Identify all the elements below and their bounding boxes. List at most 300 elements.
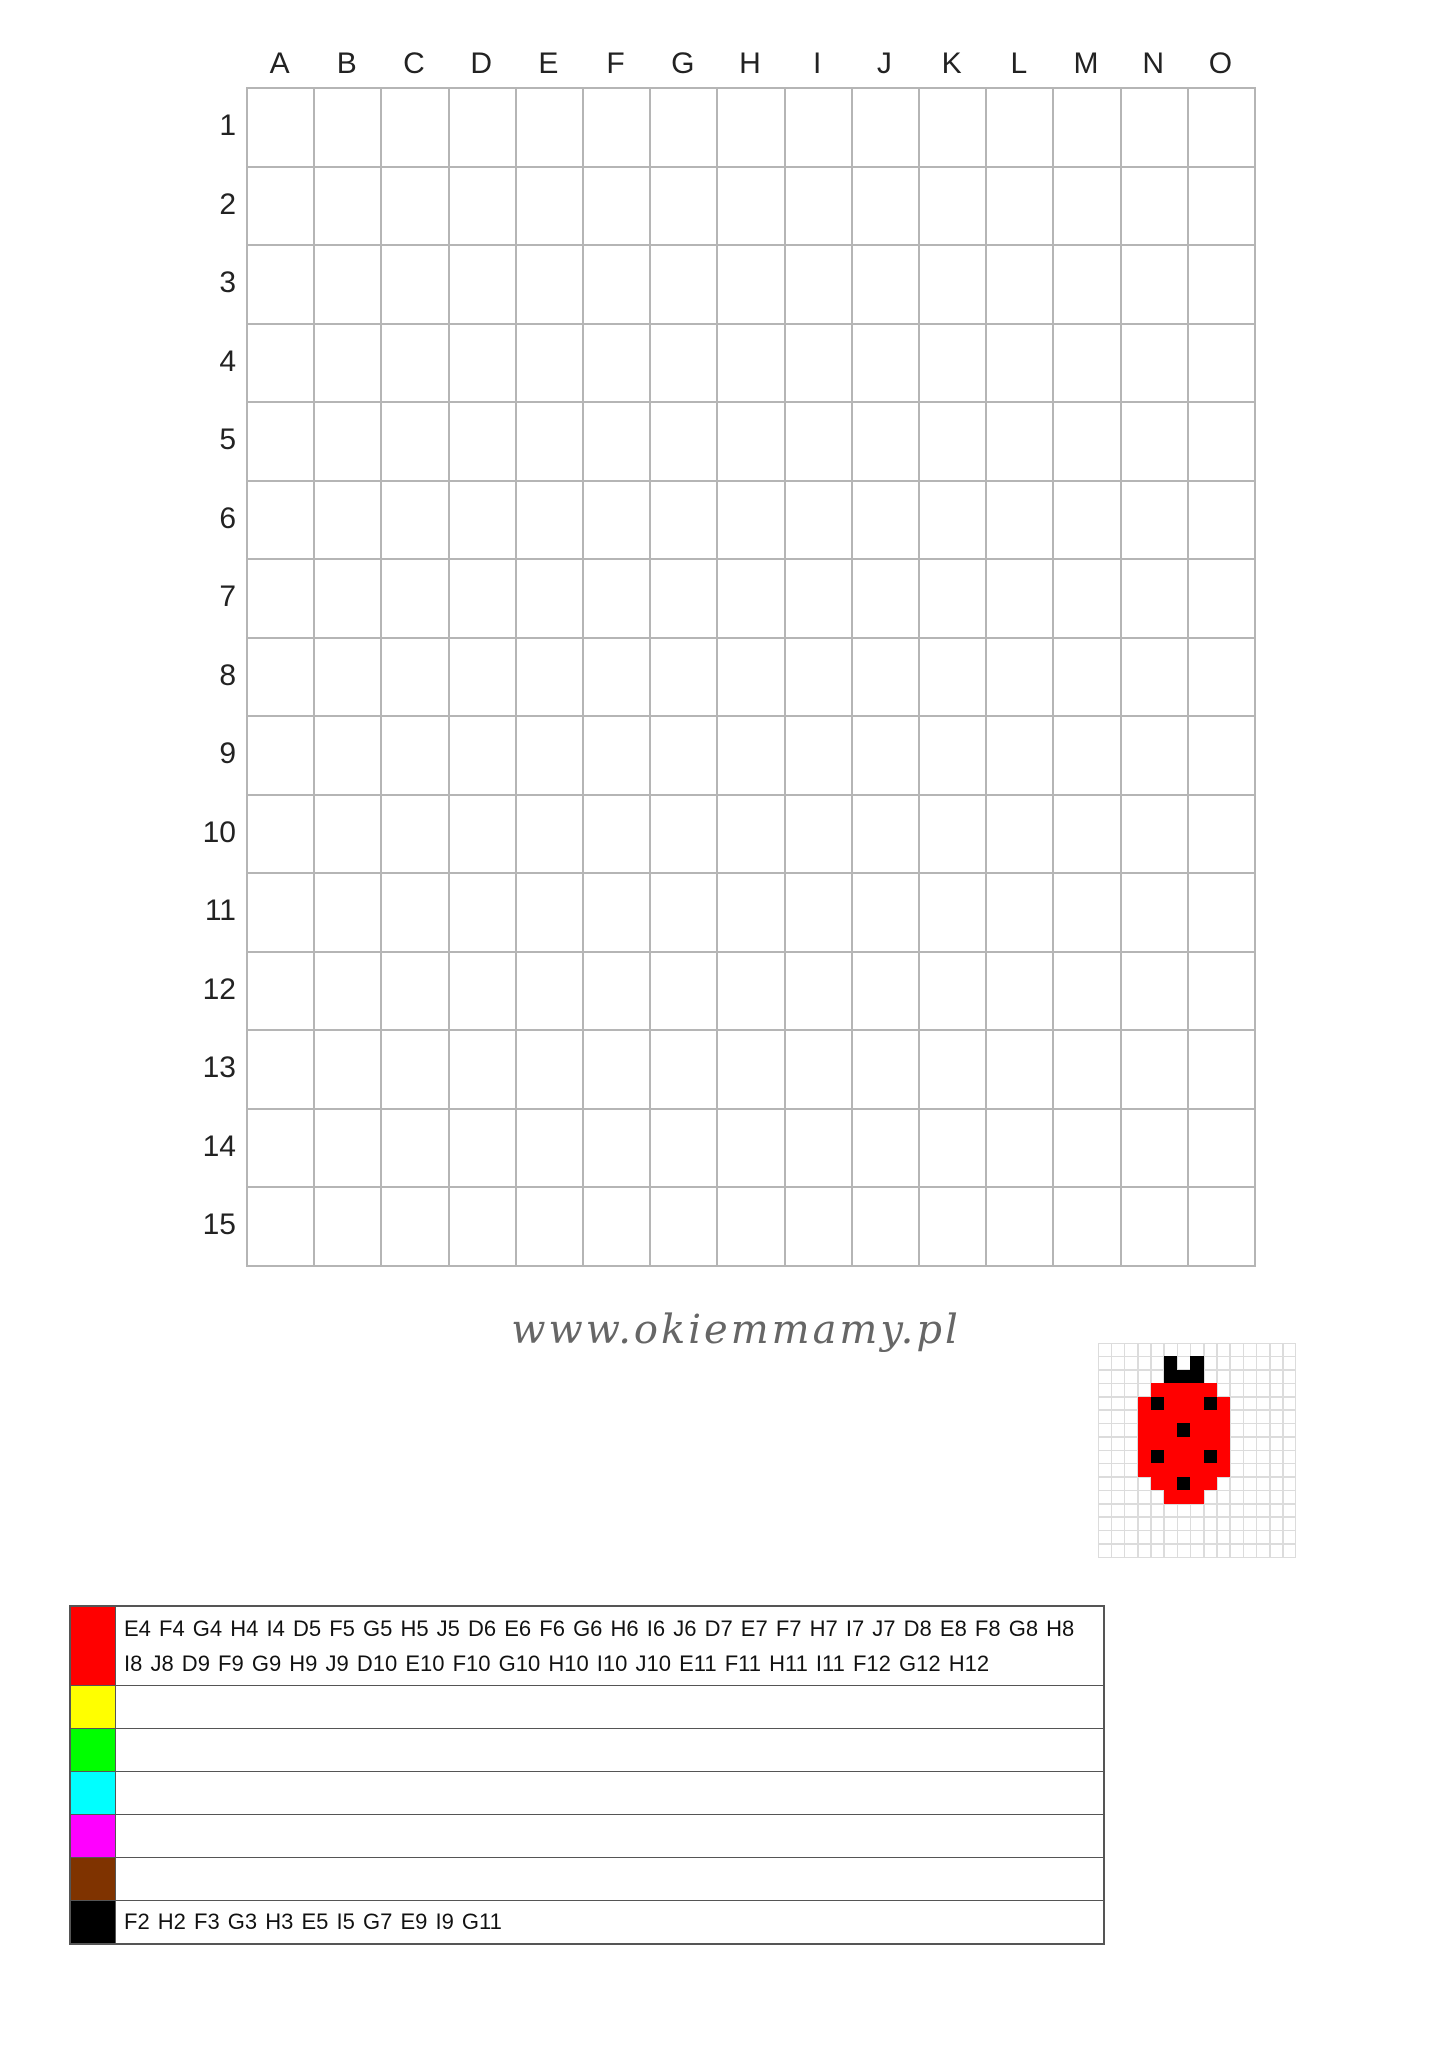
preview-cell bbox=[1151, 1397, 1165, 1411]
grid-cell[interactable] bbox=[246, 558, 313, 637]
preview-cell bbox=[1204, 1356, 1218, 1370]
grid-cell[interactable] bbox=[649, 872, 716, 951]
grid-cell[interactable] bbox=[1120, 715, 1187, 794]
grid-cell[interactable] bbox=[246, 637, 313, 716]
grid-cell[interactable] bbox=[1187, 480, 1254, 559]
grid-cell[interactable] bbox=[716, 1186, 783, 1265]
column-label: H bbox=[739, 47, 761, 80]
grid-cell[interactable] bbox=[649, 166, 716, 245]
grid-cell[interactable] bbox=[784, 715, 851, 794]
preview-cell bbox=[1283, 1517, 1297, 1531]
grid-cell[interactable] bbox=[380, 480, 447, 559]
grid-cell[interactable] bbox=[985, 558, 1052, 637]
grid-cell[interactable] bbox=[1120, 558, 1187, 637]
grid-cell[interactable] bbox=[918, 244, 985, 323]
grid-cell[interactable] bbox=[649, 1186, 716, 1265]
grid-cell[interactable] bbox=[1052, 951, 1119, 1030]
grid-cell[interactable] bbox=[313, 715, 380, 794]
grid-cell[interactable] bbox=[582, 872, 649, 951]
grid-cell[interactable] bbox=[246, 166, 313, 245]
grid-cell[interactable] bbox=[716, 166, 783, 245]
grid-cell[interactable] bbox=[985, 244, 1052, 323]
grid-cell[interactable] bbox=[448, 401, 515, 480]
grid-cell[interactable] bbox=[851, 1186, 918, 1265]
grid-cell[interactable] bbox=[582, 637, 649, 716]
grid-cell[interactable] bbox=[313, 87, 380, 166]
preview-cell bbox=[1283, 1530, 1297, 1544]
grid-cell[interactable] bbox=[582, 1029, 649, 1108]
grid-cell[interactable] bbox=[1120, 401, 1187, 480]
grid-cell[interactable] bbox=[784, 951, 851, 1030]
grid-cell[interactable] bbox=[1052, 401, 1119, 480]
preview-cell bbox=[1190, 1383, 1204, 1397]
preview-cell bbox=[1270, 1450, 1284, 1464]
grid-cell[interactable] bbox=[918, 558, 985, 637]
grid-cell[interactable] bbox=[313, 951, 380, 1030]
grid-cell[interactable] bbox=[985, 794, 1052, 873]
preview-cell bbox=[1270, 1410, 1284, 1424]
preview-cell bbox=[1124, 1463, 1138, 1477]
grid-cell[interactable] bbox=[448, 87, 515, 166]
grid-cell[interactable] bbox=[1120, 244, 1187, 323]
grid-cell[interactable] bbox=[784, 558, 851, 637]
preview-cell bbox=[1230, 1383, 1244, 1397]
preview-cell bbox=[1177, 1477, 1191, 1491]
preview-cell bbox=[1151, 1356, 1165, 1370]
preview-cell bbox=[1243, 1343, 1257, 1357]
grid-cell[interactable] bbox=[313, 480, 380, 559]
grid-cell[interactable] bbox=[716, 951, 783, 1030]
grid-cell[interactable] bbox=[515, 1108, 582, 1187]
grid-cell[interactable] bbox=[380, 1029, 447, 1108]
grid-cell[interactable] bbox=[851, 715, 918, 794]
grid-cell[interactable] bbox=[649, 323, 716, 402]
preview-cell bbox=[1204, 1504, 1218, 1518]
preview-cell bbox=[1138, 1410, 1152, 1424]
grid-cell[interactable] bbox=[985, 87, 1052, 166]
grid-cell[interactable] bbox=[985, 480, 1052, 559]
grid-cell[interactable] bbox=[313, 1186, 380, 1265]
grid-cell[interactable] bbox=[313, 872, 380, 951]
grid-cell[interactable] bbox=[448, 794, 515, 873]
preview-cell bbox=[1098, 1463, 1112, 1477]
preview-cell bbox=[1217, 1504, 1231, 1518]
grid-cell[interactable] bbox=[716, 1108, 783, 1187]
grid-cell[interactable] bbox=[1187, 558, 1254, 637]
grid-cell[interactable] bbox=[1052, 480, 1119, 559]
grid-cell[interactable] bbox=[851, 1108, 918, 1187]
preview-cell bbox=[1283, 1450, 1297, 1464]
grid-cell[interactable] bbox=[716, 558, 783, 637]
preview-cell bbox=[1124, 1544, 1138, 1558]
grid-cell[interactable] bbox=[448, 872, 515, 951]
grid-cell[interactable] bbox=[716, 323, 783, 402]
grid-cell[interactable] bbox=[582, 715, 649, 794]
grid-cell[interactable] bbox=[1120, 480, 1187, 559]
grid-cell[interactable] bbox=[784, 323, 851, 402]
grid-cell[interactable] bbox=[1187, 715, 1254, 794]
grid-cell[interactable] bbox=[582, 401, 649, 480]
grid-cell[interactable] bbox=[246, 1186, 313, 1265]
grid-cell[interactable] bbox=[1187, 1029, 1254, 1108]
preview-cell bbox=[1243, 1356, 1257, 1370]
grid-cell[interactable] bbox=[851, 872, 918, 951]
column-label: D bbox=[470, 47, 493, 80]
grid-cell[interactable] bbox=[918, 1029, 985, 1108]
grid-cell[interactable] bbox=[918, 1108, 985, 1187]
preview-cell bbox=[1204, 1423, 1218, 1437]
grid-cell[interactable] bbox=[985, 1186, 1052, 1265]
grid-cell[interactable] bbox=[784, 1029, 851, 1108]
grid-cell[interactable] bbox=[515, 715, 582, 794]
grid-cell[interactable] bbox=[582, 166, 649, 245]
grid-cell[interactable] bbox=[1052, 1108, 1119, 1187]
grid-cell[interactable] bbox=[1120, 637, 1187, 716]
grid-cell[interactable] bbox=[380, 1186, 447, 1265]
grid-cell[interactable] bbox=[515, 1029, 582, 1108]
preview-cell bbox=[1283, 1343, 1297, 1357]
preview-cell bbox=[1124, 1437, 1138, 1451]
grid-cell[interactable] bbox=[515, 166, 582, 245]
grid-cell[interactable] bbox=[448, 1186, 515, 1265]
grid-cell[interactable] bbox=[918, 87, 985, 166]
preview-cell bbox=[1230, 1463, 1244, 1477]
grid-cell[interactable] bbox=[246, 323, 313, 402]
grid-cell[interactable] bbox=[246, 1108, 313, 1187]
grid-cell[interactable] bbox=[716, 1029, 783, 1108]
grid-cell[interactable] bbox=[582, 1108, 649, 1187]
grid-cell[interactable] bbox=[313, 401, 380, 480]
preview-cell bbox=[1243, 1517, 1257, 1531]
grid-cell[interactable] bbox=[582, 87, 649, 166]
grid-cell[interactable] bbox=[515, 558, 582, 637]
grid-cell[interactable] bbox=[1052, 794, 1119, 873]
grid-cell[interactable] bbox=[380, 637, 447, 716]
grid-cell[interactable] bbox=[380, 794, 447, 873]
grid-cell[interactable] bbox=[380, 87, 447, 166]
grid-cell[interactable] bbox=[649, 558, 716, 637]
grid-cell[interactable] bbox=[851, 1029, 918, 1108]
grid-cell[interactable] bbox=[851, 244, 918, 323]
grid-cell[interactable] bbox=[448, 558, 515, 637]
grid-cell[interactable] bbox=[784, 480, 851, 559]
grid-cell[interactable] bbox=[784, 872, 851, 951]
grid-cell[interactable] bbox=[784, 1186, 851, 1265]
grid-cell[interactable] bbox=[1187, 401, 1254, 480]
preview-cell bbox=[1270, 1477, 1284, 1491]
grid-cell[interactable] bbox=[380, 951, 447, 1030]
grid-cell[interactable] bbox=[716, 401, 783, 480]
grid-cell[interactable] bbox=[1120, 166, 1187, 245]
grid-cell[interactable] bbox=[918, 951, 985, 1030]
grid-cell[interactable] bbox=[985, 637, 1052, 716]
preview-cell bbox=[1151, 1544, 1165, 1558]
preview-cell bbox=[1270, 1544, 1284, 1558]
preview-cell bbox=[1151, 1463, 1165, 1477]
grid-cell[interactable] bbox=[716, 480, 783, 559]
grid-cell[interactable] bbox=[1052, 323, 1119, 402]
grid-cell[interactable] bbox=[1052, 637, 1119, 716]
grid-cell[interactable] bbox=[1052, 87, 1119, 166]
preview-cell bbox=[1204, 1463, 1218, 1477]
grid-cell[interactable] bbox=[851, 401, 918, 480]
preview-cell bbox=[1111, 1383, 1125, 1397]
grid-cell[interactable] bbox=[918, 401, 985, 480]
grid-cell[interactable] bbox=[985, 1108, 1052, 1187]
preview-cell bbox=[1151, 1370, 1165, 1384]
grid-cell[interactable] bbox=[448, 166, 515, 245]
grid-cell[interactable] bbox=[380, 166, 447, 245]
column-label: N bbox=[1142, 47, 1165, 80]
grid-cell[interactable] bbox=[448, 637, 515, 716]
preview-cell bbox=[1217, 1423, 1231, 1437]
grid-cell[interactable] bbox=[246, 1029, 313, 1108]
grid-cell[interactable] bbox=[1187, 872, 1254, 951]
grid-cell[interactable] bbox=[1120, 872, 1187, 951]
grid-cell[interactable] bbox=[582, 323, 649, 402]
grid-cell[interactable] bbox=[716, 715, 783, 794]
grid-cell[interactable] bbox=[851, 480, 918, 559]
preview-cell bbox=[1151, 1530, 1165, 1544]
grid-cell[interactable] bbox=[515, 794, 582, 873]
grid-cell[interactable] bbox=[716, 794, 783, 873]
preview-cell bbox=[1256, 1463, 1270, 1477]
grid-cell[interactable] bbox=[1120, 87, 1187, 166]
grid-cell[interactable] bbox=[313, 794, 380, 873]
grid-cell[interactable] bbox=[985, 1029, 1052, 1108]
column-label: M bbox=[1073, 47, 1099, 80]
grid-cell[interactable] bbox=[1187, 87, 1254, 166]
grid-cell[interactable] bbox=[1187, 244, 1254, 323]
grid-cell[interactable] bbox=[380, 1108, 447, 1187]
grid-cell[interactable] bbox=[313, 166, 380, 245]
grid-cell[interactable] bbox=[515, 951, 582, 1030]
grid-cell[interactable] bbox=[1187, 951, 1254, 1030]
grid-cell[interactable] bbox=[515, 244, 582, 323]
grid-cell[interactable] bbox=[649, 1029, 716, 1108]
grid-cell[interactable] bbox=[784, 401, 851, 480]
grid-cell[interactable] bbox=[851, 166, 918, 245]
preview-cell bbox=[1098, 1517, 1112, 1531]
grid-cell[interactable] bbox=[313, 244, 380, 323]
grid-cell[interactable] bbox=[1120, 1108, 1187, 1187]
grid-cell[interactable] bbox=[380, 401, 447, 480]
grid-cell[interactable] bbox=[918, 715, 985, 794]
grid-cell[interactable] bbox=[313, 637, 380, 716]
grid-cell[interactable] bbox=[784, 1108, 851, 1187]
preview-cell bbox=[1204, 1437, 1218, 1451]
preview-cell bbox=[1177, 1504, 1191, 1518]
grid-cell[interactable] bbox=[918, 872, 985, 951]
grid-cell[interactable] bbox=[380, 715, 447, 794]
grid-cell[interactable] bbox=[918, 1186, 985, 1265]
grid-cell[interactable] bbox=[784, 637, 851, 716]
grid-cell[interactable] bbox=[918, 480, 985, 559]
grid-cell[interactable] bbox=[1187, 323, 1254, 402]
grid-cell[interactable] bbox=[649, 951, 716, 1030]
preview-cell bbox=[1190, 1463, 1204, 1477]
preview-cell bbox=[1204, 1517, 1218, 1531]
grid-cell[interactable] bbox=[246, 87, 313, 166]
column-label: L bbox=[1010, 47, 1028, 80]
preview-cell bbox=[1098, 1437, 1112, 1451]
grid-cell[interactable] bbox=[985, 166, 1052, 245]
preview-cell bbox=[1164, 1383, 1178, 1397]
grid-cell[interactable] bbox=[784, 166, 851, 245]
grid-cell[interactable] bbox=[716, 244, 783, 323]
grid-cell[interactable] bbox=[985, 872, 1052, 951]
column-label: B bbox=[336, 47, 357, 80]
grid-cell[interactable] bbox=[582, 794, 649, 873]
grid-cell[interactable] bbox=[448, 323, 515, 402]
grid-cell[interactable] bbox=[851, 558, 918, 637]
grid-cell[interactable] bbox=[582, 558, 649, 637]
grid-cell[interactable] bbox=[246, 951, 313, 1030]
grid-cell[interactable] bbox=[246, 872, 313, 951]
grid-cell[interactable] bbox=[515, 480, 582, 559]
preview-cell bbox=[1124, 1423, 1138, 1437]
grid-cell[interactable] bbox=[515, 637, 582, 716]
column-label: J bbox=[876, 47, 892, 80]
grid-cell[interactable] bbox=[380, 558, 447, 637]
preview-cell bbox=[1111, 1477, 1125, 1491]
grid-cell[interactable] bbox=[380, 244, 447, 323]
grid-cell[interactable] bbox=[515, 323, 582, 402]
grid-cell[interactable] bbox=[515, 87, 582, 166]
grid-cell[interactable] bbox=[448, 1108, 515, 1187]
grid-cell[interactable] bbox=[1052, 1186, 1119, 1265]
grid-cell[interactable] bbox=[851, 637, 918, 716]
grid-cell[interactable] bbox=[649, 1108, 716, 1187]
preview-cell bbox=[1177, 1423, 1191, 1437]
legend-row-green bbox=[71, 1728, 1103, 1771]
preview-cell bbox=[1164, 1504, 1178, 1518]
grid-cell[interactable] bbox=[448, 951, 515, 1030]
grid-cell[interactable] bbox=[1120, 1186, 1187, 1265]
grid-cell[interactable] bbox=[851, 87, 918, 166]
grid-cell[interactable] bbox=[246, 715, 313, 794]
preview-cell bbox=[1138, 1544, 1152, 1558]
grid-cell[interactable] bbox=[649, 401, 716, 480]
grid-cell[interactable] bbox=[313, 1108, 380, 1187]
grid-cell[interactable] bbox=[582, 951, 649, 1030]
grid-cell[interactable] bbox=[1120, 323, 1187, 402]
grid-cell[interactable] bbox=[1120, 951, 1187, 1030]
grid-cell[interactable] bbox=[985, 401, 1052, 480]
grid-cell[interactable] bbox=[851, 794, 918, 873]
grid-cell[interactable] bbox=[985, 715, 1052, 794]
preview-cell bbox=[1204, 1530, 1218, 1544]
grid-cell[interactable] bbox=[246, 244, 313, 323]
grid-cell[interactable] bbox=[784, 244, 851, 323]
grid-cell[interactable] bbox=[313, 558, 380, 637]
grid-cell[interactable] bbox=[649, 87, 716, 166]
grid-cell[interactable] bbox=[1187, 166, 1254, 245]
grid-cell[interactable] bbox=[649, 715, 716, 794]
preview-cell bbox=[1111, 1544, 1125, 1558]
grid-cell[interactable] bbox=[1052, 715, 1119, 794]
grid-cell[interactable] bbox=[1187, 794, 1254, 873]
grid-cell[interactable] bbox=[448, 715, 515, 794]
grid-cell[interactable] bbox=[246, 794, 313, 873]
grid-cell[interactable] bbox=[380, 323, 447, 402]
grid-cell[interactable] bbox=[918, 794, 985, 873]
grid-cell[interactable] bbox=[918, 637, 985, 716]
preview-cell bbox=[1164, 1410, 1178, 1424]
grid-cell[interactable] bbox=[1187, 637, 1254, 716]
grid-cell[interactable] bbox=[784, 794, 851, 873]
preview-cell bbox=[1243, 1477, 1257, 1491]
row-label: 14 bbox=[202, 1129, 236, 1163]
grid-cell[interactable] bbox=[851, 951, 918, 1030]
grid-cell[interactable] bbox=[313, 1029, 380, 1108]
grid-cell[interactable] bbox=[1120, 1029, 1187, 1108]
preview-cell bbox=[1256, 1437, 1270, 1451]
grid-cell[interactable] bbox=[515, 401, 582, 480]
grid-cell[interactable] bbox=[246, 480, 313, 559]
preview-cell bbox=[1256, 1517, 1270, 1531]
grid-cell[interactable] bbox=[716, 637, 783, 716]
grid-cell[interactable] bbox=[649, 480, 716, 559]
grid-cell[interactable] bbox=[582, 1186, 649, 1265]
preview-cell bbox=[1111, 1437, 1125, 1451]
grid-cell[interactable] bbox=[313, 323, 380, 402]
grid-cell[interactable] bbox=[1052, 244, 1119, 323]
grid-cell[interactable] bbox=[448, 1029, 515, 1108]
preview-cell bbox=[1190, 1356, 1204, 1370]
grid-cell[interactable] bbox=[985, 323, 1052, 402]
grid-cell[interactable] bbox=[515, 1186, 582, 1265]
grid-cell[interactable] bbox=[1187, 1108, 1254, 1187]
grid-cell[interactable] bbox=[380, 872, 447, 951]
grid-cell[interactable] bbox=[448, 480, 515, 559]
column-label: O bbox=[1208, 47, 1233, 80]
grid-cell[interactable] bbox=[1052, 166, 1119, 245]
preview-cell bbox=[1190, 1517, 1204, 1531]
grid-cell[interactable] bbox=[1052, 872, 1119, 951]
preview-cell bbox=[1190, 1397, 1204, 1411]
preview-cell bbox=[1164, 1463, 1178, 1477]
preview-cell bbox=[1098, 1450, 1112, 1464]
grid-cell[interactable] bbox=[716, 87, 783, 166]
grid-cell[interactable] bbox=[246, 401, 313, 480]
preview-cell bbox=[1151, 1490, 1165, 1504]
preview-cell bbox=[1230, 1504, 1244, 1518]
grid-cell[interactable] bbox=[985, 951, 1052, 1030]
preview-cell bbox=[1111, 1343, 1125, 1357]
grid-cell[interactable] bbox=[582, 480, 649, 559]
grid-cell[interactable] bbox=[851, 323, 918, 402]
grid-cell[interactable] bbox=[1187, 1186, 1254, 1265]
grid-cell[interactable] bbox=[515, 872, 582, 951]
preview-cell bbox=[1177, 1490, 1191, 1504]
row-label: 5 bbox=[219, 423, 236, 457]
grid-cell[interactable] bbox=[918, 166, 985, 245]
grid-cell[interactable] bbox=[582, 244, 649, 323]
grid-cell[interactable] bbox=[649, 637, 716, 716]
preview-cell bbox=[1138, 1504, 1152, 1518]
grid-cell[interactable] bbox=[1120, 794, 1187, 873]
preview-cell bbox=[1270, 1437, 1284, 1451]
grid-cell[interactable] bbox=[448, 244, 515, 323]
grid-cell[interactable] bbox=[918, 323, 985, 402]
grid-cell[interactable] bbox=[1052, 558, 1119, 637]
grid-cell[interactable] bbox=[1052, 1029, 1119, 1108]
grid-cell[interactable] bbox=[649, 794, 716, 873]
grid-cell[interactable] bbox=[716, 872, 783, 951]
grid-cell[interactable] bbox=[649, 244, 716, 323]
grid-cell[interactable] bbox=[784, 87, 851, 166]
